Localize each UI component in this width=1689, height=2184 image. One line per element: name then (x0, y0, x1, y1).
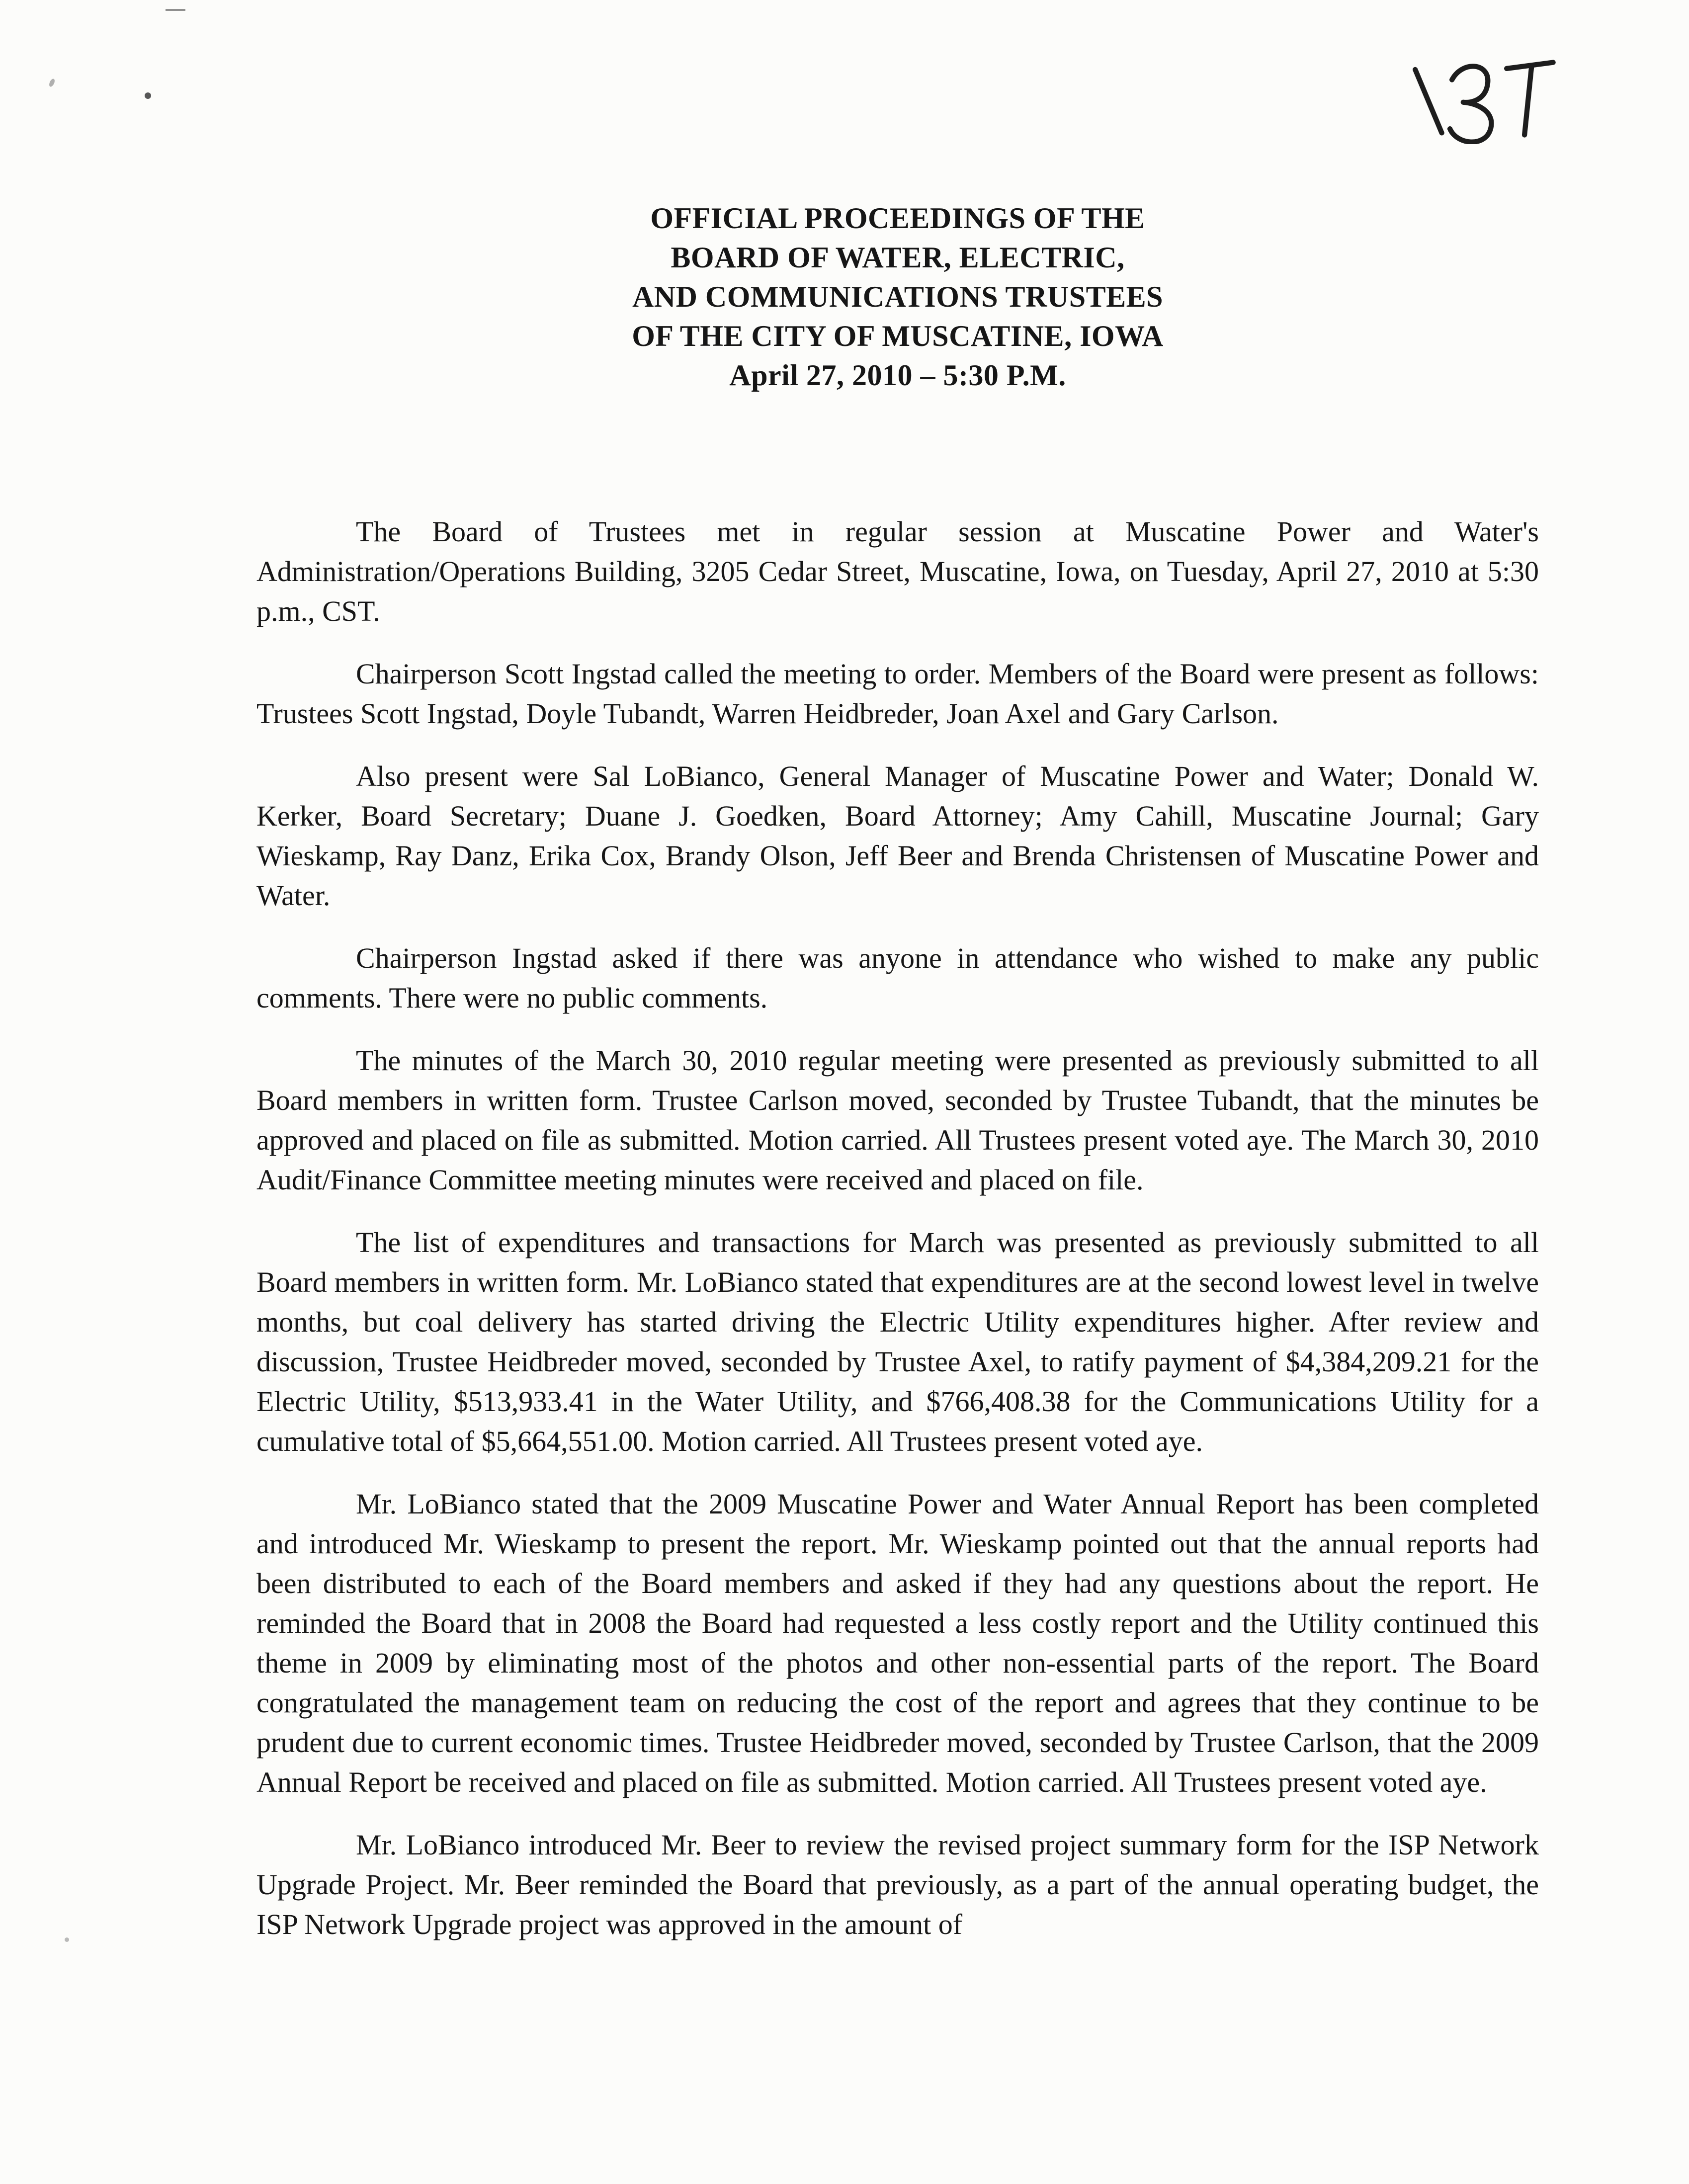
document-title (256, 199, 1539, 395)
title-line: OFFICIAL PROCEEDINGS OF THE (650, 202, 1145, 235)
document-body (256, 512, 1539, 1944)
paragraph: The list of expenditures and transactions for March was presented as previously submitted to all Board members in written form. Mr. LoBianco stated that expenditures are at the second lowest level in twelve months, but coal delivery has started driving the Electric Utility expenditures higher. After review and discussion, Trustee Heidbreder moved, seconded by Trustee Axel, to ratify payment of $4,384,209.21 for the Electric Utility, $513,933.41 in the Water Utility, and $766,408.38 for the Communications Utility for a cumulative total of $5,664,551.00. Motion carried. All Trustees present voted aye. (256, 1226, 1539, 1457)
scan-artifact (145, 92, 151, 99)
scan-artifact (166, 9, 185, 11)
document-content (256, 199, 1539, 1944)
title-line: AND COMMUNICATIONS TRUSTEES (632, 280, 1164, 313)
title-line: OF THE CITY OF MUSCATINE, IOWA (632, 320, 1164, 352)
scan-artifact (48, 78, 56, 87)
paragraph: Mr. LoBianco introduced Mr. Beer to review the revised project summary form for the ISP Network Upgrade Project. Mr. Beer reminded the Board that previously, as a part of the annual operating budget, the ISP Network Upgrade project was approved in the amount of (256, 1829, 1539, 1940)
paragraph: Chairperson Ingstad asked if there was anyone in attendance who wished to make any public comments. There were no public comments. (256, 942, 1539, 1014)
paragraph: The minutes of the March 30, 2010 regular meeting were presented as previously submitted to all Board members in written form. Trustee Carlson moved, seconded by Trustee Tubandt, that the minutes be approved and placed on file as submitted. Motion carried. All Trustees present voted aye. The March 30, 2010 Audit/Finance Committee meeting minutes were received and placed on file. (256, 1044, 1539, 1196)
paragraph: The Board of Trustees met in regular session at Muscatine Power and Water's Administration/Operations Building, 3205 Cedar Street, Muscatine, Iowa, on Tuesday, April 27, 2010 at 5:30 p.m., CST. (256, 515, 1539, 627)
title-date-line: April 27, 2010 – 5:30 P.M. (729, 359, 1066, 392)
paragraph: Mr. LoBianco stated that the 2009 Muscatine Power and Water Annual Report has been completed and introduced Mr. Wieskamp to present the report. Mr. Wieskamp pointed out that the annual reports had been distributed to each of the Board members and asked if they had any questions about the report. He reminded the Board that in 2008 the Board had requested a less costly report and the Utility continued this theme in 2009 by eliminating most of the photos and other non-essential parts of the report. The Board congratulated the management team on reducing the cost of the report and agrees that they continue to be prudent due to current economic times. Trustee Heidbreder moved, seconded by Trustee Carlson, that the 2009 Annual Report be received and placed on file as submitted. Motion carried. All Trustees present voted aye. (256, 1488, 1539, 1798)
scan-artifact (65, 1937, 69, 1942)
paragraph: Chairperson Scott Ingstad called the meeting to order. Members of the Board were present as follows: Trustees Scott Ingstad, Doyle Tubandt, Warren Heidbreder, Joan Axel and Gary Carlson. (256, 658, 1539, 730)
paragraph: Also present were Sal LoBianco, General Manager of Muscatine Power and Water; Donald W. Kerker, Board Secretary; Duane J. Goedken, Board Attorney; Amy Cahill, Muscatine Journal; Gary Wieskamp, Ray Danz, Erika Cox, Brandy Olson, Jeff Beer and Brenda Christensen of Muscatine Power and Water. (256, 760, 1539, 912)
title-line: BOARD OF WATER, ELECTRIC, (671, 241, 1125, 274)
handwritten-page-number (1402, 52, 1571, 144)
